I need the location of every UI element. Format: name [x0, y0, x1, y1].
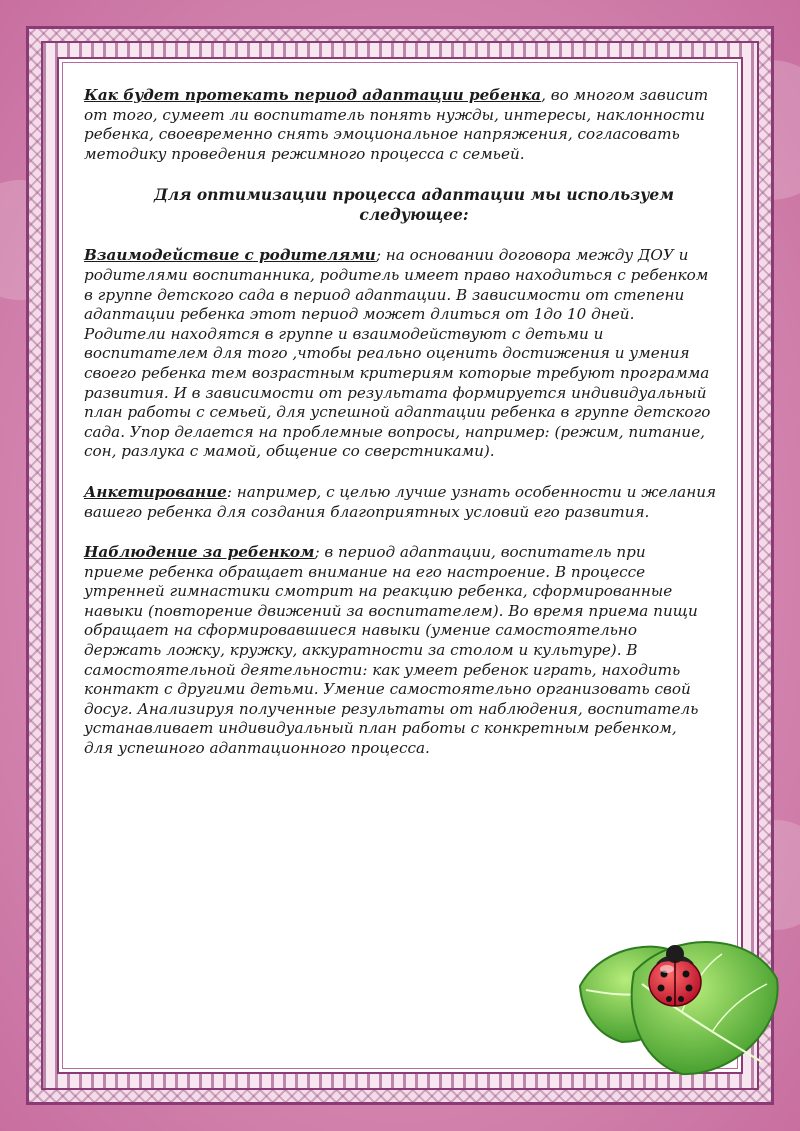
- intro-text: , во многом зависит от того, сумеет ли воспитатель понять нужды, интересы, наклонности ребенка, своевременно снять эмоциональное напряжения, согласовать методику проведения режимного процесса с семьей.: [84, 86, 709, 163]
- section-text: ; на основании договора между ДОУ и родителями воспитанника, родитель имеет право находиться с ребенком в группе детского сада в период адаптации. В зависимости от степени адаптации ребенка этот период может длиться от 1до 10 дней. Родители находятся в группе и взаимодействуют с детьми и воспитателем для того ,чтобы реально оценить достижения и умения своего ребенка тем возрастным критериям которые требуют программа развития. И в зависимости от результата формируется индивидуальный план работы с семьей, для успешной адаптации ребенка в группе детского сада. Упор делается на проблемные вопросы, например: (режим, питание, сон, разлука с мамой, общение со сверстниками).: [84, 246, 711, 461]
- section-heading: Анкетирование: [84, 482, 227, 501]
- section-parents: [84, 246, 724, 462]
- document-body: [84, 86, 724, 759]
- intro-paragraph: [84, 86, 724, 164]
- section-heading: Взаимодействие с родителями: [84, 246, 376, 265]
- section-observation: [84, 543, 724, 759]
- section-survey: [84, 483, 724, 522]
- section-heading: Наблюдение за ребенком: [84, 543, 315, 562]
- leaf-icon: [632, 942, 778, 1074]
- intro-heading: Как будет протекать период адаптации ребенка: [84, 86, 542, 104]
- page-title: Для оптимизации процесса адаптации мы используем следующее:: [153, 185, 675, 225]
- section-text: ; в период адаптации, воспитатель при приеме ребенка обращает внимание на его настроение. В процессе утренней гимнастики смотрит на реакцию ребенка, сформированные навыки (повторение движений за воспитателем). Во время приема пищи обращает на сформировавшиеся навыки (умение самостоятельно держать ложку, кружку, аккуратности за столом и культуре). В самостоятельной деятельности: как умеет ребенок играть, находить контакт с другими детьми. Умение самостоятельно организовать свой досуг. Анализируя полученные результаты от наблюдения, воспитатель устанавливает индивидуальный план работы с конкретным ребенком, для успешного адаптационного процесса.: [84, 543, 699, 758]
- leaf-ladybug-decoration: [572, 924, 786, 1084]
- section-text: : например, с целью лучше узнать особенности и желания вашего ребенка для создания благоприятных условий его развития.: [84, 482, 717, 521]
